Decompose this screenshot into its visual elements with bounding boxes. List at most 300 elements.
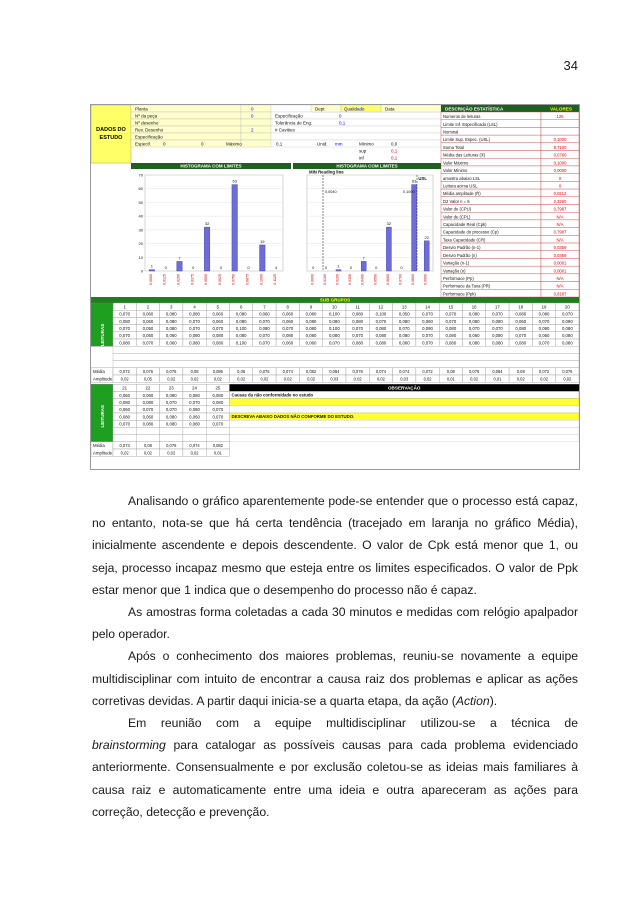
g1-value-3-9: 0,080 — [328, 333, 340, 339]
g1-value-2-2: 0,080 — [165, 326, 177, 331]
g1-value-4-10: 0,080 — [352, 340, 364, 346]
hist-bar-label-1-4: 7 — [362, 255, 365, 261]
g2-media-0: 0,074 — [119, 443, 130, 449]
g1-value-0-6: 0,060 — [259, 311, 270, 317]
stat-label-17: Desvio Padrão (n-1) — [443, 245, 481, 251]
g2-value-2-0: 0,050 — [119, 407, 131, 413]
g1-value-2-10: 0,070 — [352, 326, 364, 331]
stat-value-9: 0 — [558, 183, 562, 189]
g1-value-0-8: 0,080 — [305, 311, 317, 317]
page-number: 34 — [563, 58, 578, 73]
g1-colhead-5: 6 — [239, 304, 243, 310]
g1-value-4-13: 0,070 — [422, 340, 433, 346]
g1-value-0-0: 0,070 — [119, 311, 131, 317]
g1-value-0-2: 0,080 — [165, 311, 177, 317]
obs-row-2 — [230, 399, 580, 406]
hist-bar-label-0-3: 0 — [192, 265, 195, 270]
header-desvio: 0,1 — [276, 141, 283, 147]
g2-empty-7-2 — [160, 435, 183, 442]
g1-value-4-9: 0,070 — [328, 340, 340, 346]
g1-amp-5: 0,02 — [237, 376, 246, 382]
g1-amp-13: 0,02 — [423, 376, 432, 382]
hist-xtick-0-8: 0,1000 — [259, 274, 264, 285]
stat-value-4: 9,7100 — [553, 144, 567, 150]
g2-amp-1: 0,02 — [143, 450, 152, 456]
hist-ytick-0-50: 50 — [138, 199, 143, 205]
g1-colhead-2: 3 — [170, 304, 173, 310]
g1-value-1-15: 0,080 — [468, 318, 480, 324]
hist-xtick-0-6: 0,0750 — [231, 274, 236, 285]
g1-value-4-5: 0,100 — [235, 340, 247, 346]
hist-bar-label-1-0: 0 — [312, 265, 315, 270]
hist2-min-value: 0,0040 — [325, 190, 337, 194]
cavities-label: # Cavities — [275, 127, 295, 133]
g1-value-2-14: 0,080 — [445, 326, 457, 331]
tolerancia-label: Tolerância de Eng. — [275, 120, 313, 126]
hist-xtick-1-8: 0,0800 — [411, 274, 416, 285]
g1-value-1-1: 0,060 — [142, 318, 154, 324]
g2-value-2-1: 0,070 — [142, 407, 154, 413]
hist-xtick-1-7: 0,0700 — [398, 274, 403, 285]
header-right-3 — [271, 126, 441, 133]
g1-value-0-5: 0,080 — [235, 311, 247, 317]
g1-value-4-0: 0,080 — [119, 340, 131, 346]
hist-ytick-0-20: 20 — [138, 241, 143, 247]
hist-bar-label-0-5: 0 — [219, 265, 223, 270]
espec-label: Especificação — [275, 113, 303, 119]
g1-value-2-15: 0,070 — [468, 326, 480, 331]
g2-value-4-2: 0,080 — [165, 421, 177, 427]
stat-label-20: Variação (n) — [443, 268, 466, 274]
stat-label-4: Soma Total — [443, 144, 464, 150]
stat-label-14: Capacidade Real (Cpk) — [443, 222, 487, 228]
g1-value-1-11: 0,070 — [375, 318, 387, 324]
header-label-2: Nº desenho — [135, 120, 159, 126]
g1-colhead-19: 20 — [564, 304, 570, 310]
g1-colhead-8: 9 — [309, 304, 313, 310]
stat-value-12: 0,7987 — [553, 206, 567, 212]
hist-bar-label-1-8: 63 — [411, 178, 417, 184]
g1-media-1: 0,076 — [142, 369, 154, 375]
g2-value-2-4: 0,070 — [212, 407, 224, 413]
header-val-1 — [241, 112, 271, 119]
g2-media-2: 0,076 — [166, 443, 177, 449]
g1-amp-10: 0,02 — [353, 376, 362, 382]
obs-row-5 — [230, 420, 580, 427]
section-label-1: DADOS DO — [96, 127, 126, 133]
stat-value-10: 0,0212 — [553, 191, 567, 197]
g2-media-1: 0,08 — [143, 443, 152, 449]
g2-value-1-1: 0,080 — [142, 400, 154, 405]
hist-xtick-1-0: 0,0000 — [310, 274, 315, 285]
g2-value-1-3: 0,070 — [189, 400, 200, 405]
g1-amp-2: 0,02 — [167, 376, 176, 382]
hist-ytick-0-0: 0 — [140, 268, 143, 274]
g1-value-2-12: 0,070 — [398, 326, 410, 331]
g1-value-3-13: 0,070 — [422, 333, 433, 339]
g1-amp-19: 0,02 — [563, 376, 572, 382]
g1-colhead-18: 19 — [541, 304, 547, 310]
stat-value-5: 0,0760 — [553, 152, 567, 158]
g2-empty-6-0 — [113, 427, 136, 434]
g2-value-0-1: 0,060 — [142, 392, 154, 398]
g1-colhead-16: 17 — [495, 304, 500, 310]
g1-value-3-15: 0,060 — [468, 333, 480, 339]
hist-bar-1-4 — [361, 261, 366, 271]
g1-value-4-14: 0,080 — [445, 340, 457, 346]
leitura-label-2: LEITURAS — [100, 404, 105, 428]
g1-colhead-7: 8 — [286, 304, 289, 310]
header-label-4: Especificação — [135, 134, 163, 140]
paragraph-4-start: Em reunião com a equipe multidisciplinar utilizou-se a técnica de — [128, 716, 578, 731]
dados-estudo-cell — [91, 105, 131, 163]
obs-line-2: DESCREVA ABAIXO DADOS NÃO CONFORME DO ESTUDO. — [231, 414, 355, 420]
g1-value-4-8: 0,060 — [305, 340, 317, 346]
paragraph-3 — [92, 645, 578, 712]
hist-ytick-0-40: 40 — [138, 213, 143, 219]
g1-amp-4: 0,02 — [213, 376, 222, 382]
sup-label: sup — [359, 148, 367, 154]
g1-value-4-11: 0,080 — [375, 340, 387, 346]
hist-bar-0-6 — [232, 185, 238, 271]
g1-value-1-9: 0,080 — [328, 318, 340, 324]
values-title: VALORES — [550, 106, 572, 112]
g2-value-4-3: 0,080 — [189, 421, 200, 427]
g1-media-14: 0,08 — [446, 369, 455, 375]
g1-amplitude-label: Amplitude — [93, 376, 113, 382]
stat-label-22: Performace da Taxa (PR) — [443, 283, 491, 289]
paragraph-3-end: ). — [489, 693, 498, 708]
g1-value-1-10: 0,080 — [352, 318, 364, 324]
g1-media-18: 0,072 — [538, 369, 550, 375]
g1-value-3-6: 0,070 — [259, 333, 270, 339]
header-label-1: Nº da peça — [135, 113, 158, 119]
g1-value-2-11: 0,080 — [375, 326, 387, 331]
hist-ytick-0-60: 60 — [138, 186, 143, 192]
header-right-4 — [271, 133, 441, 140]
hist-xtick-0-2: 0,0250 — [176, 274, 181, 285]
minimo-label: Mínimo — [359, 141, 374, 147]
g1-value-3-4: 0,080 — [212, 333, 224, 339]
g1-amp-11: 0,02 — [376, 376, 385, 382]
g2-colhead-3: 24 — [192, 385, 197, 391]
g1-amp-6: 0,02 — [260, 376, 269, 382]
hist-xtick-1-5: 0,0500 — [373, 274, 378, 285]
tolerancia-value: 0,1 — [339, 120, 346, 126]
stat-label-9: Leitura acima USL — [443, 183, 478, 189]
g2-amplitude-label: Amplitude — [93, 450, 113, 456]
header-rev-value: 2 — [251, 127, 254, 133]
g1-value-2-19: 0,080 — [561, 326, 573, 331]
hist-xtick-0-4: 0,0500 — [204, 274, 209, 285]
qualidade-label: Qualidade — [344, 106, 365, 112]
g1-amp-15: 0,02 — [470, 376, 479, 382]
paragraph-4-italic: brainstorming — [92, 738, 166, 753]
g1-value-3-5: 0,080 — [235, 333, 247, 339]
stat-label-7: Valor Mínimo — [443, 168, 468, 174]
g2-amp-4: 0,01 — [213, 450, 222, 456]
g1-value-0-4: 0,060 — [212, 311, 224, 317]
stat-value-19: 0,0001 — [553, 260, 567, 266]
g1-value-1-12: 0,080 — [398, 318, 410, 324]
g1-value-1-3: 0,070 — [189, 318, 200, 324]
g1-value-2-0: 0,070 — [119, 326, 131, 331]
g1-value-4-17: 0,080 — [515, 340, 527, 346]
hist-bar-label-0-7: 0 — [247, 265, 250, 270]
g1-value-1-19: 0,090 — [561, 318, 573, 324]
g1-media-7: 0,074 — [282, 369, 293, 375]
g1-amp-18: 0,02 — [540, 376, 549, 382]
hist-bar-0-0 — [149, 270, 155, 271]
hist-xtick-0-7: 0,0875 — [245, 274, 250, 285]
hist-bar-label-0-6: 63 — [232, 178, 237, 184]
hist2-usl-value: 0,1000 — [403, 190, 415, 194]
stat-label-11: D2 Valor n = 5 — [443, 198, 470, 204]
g1-value-3-10: 0,070 — [352, 333, 364, 339]
g1-value-3-2: 0,060 — [165, 333, 177, 339]
header-label-5: Especif. — [135, 141, 152, 147]
inf-value: 0,1 — [391, 155, 398, 161]
g1-value-3-19: 0,080 — [561, 333, 573, 339]
hist-xtick-0-0: 0,0000 — [148, 274, 153, 285]
stat-label-10: Média amplitude (R̄) — [443, 191, 481, 197]
hist-bar-label-1-1: 0 — [324, 265, 328, 270]
g1-value-1-18: 0,070 — [538, 318, 550, 324]
g2-value-4-4: 0,070 — [212, 421, 224, 427]
stat-value-15: 0,7987 — [553, 229, 567, 235]
leitura-label-1: LEITURAS — [100, 323, 105, 347]
g1-amp-16: 0,01 — [493, 376, 502, 382]
g1-value-2-16: 0,070 — [492, 326, 503, 331]
g1-amp-14: 0,01 — [446, 376, 455, 382]
hist-bar-label-1-2: 1 — [337, 263, 340, 269]
stat-value-18: 0,0359 — [553, 252, 567, 258]
header-planta-value: 0 — [251, 106, 254, 112]
obs-row-6 — [230, 427, 580, 434]
header-esp-0: 0 — [163, 141, 166, 147]
g1-value-3-14: 0,080 — [445, 333, 457, 339]
stat-value-16: N/A — [556, 237, 564, 243]
spreadsheet-figure — [90, 104, 580, 470]
g1-value-2-18: 0,080 — [538, 326, 550, 331]
hist-bar-label-1-9: 22 — [424, 234, 429, 240]
stat-label-15: Capacidade do processo (Cp) — [443, 229, 499, 235]
stat-value-cell-2 — [541, 127, 579, 135]
g1-value-4-16: 0,080 — [492, 340, 503, 346]
g1-empty-row-2 — [113, 361, 579, 368]
stat-label-2: Nominal — [443, 129, 459, 135]
stat-value-3: 0,1000 — [553, 137, 567, 143]
stat-value-23: 0,8187 — [553, 291, 567, 297]
g1-media-11: 0,074 — [375, 369, 387, 375]
g2-value-0-3: 0,080 — [189, 392, 200, 398]
header-val-5 — [241, 140, 271, 147]
hist-xtick-0-9: 0,1125 — [273, 274, 278, 285]
g1-media-3: 0,08 — [190, 369, 199, 375]
g2-empty-6-1 — [136, 427, 159, 434]
dept-label: Dept — [315, 106, 325, 112]
g2-empty-6-4 — [206, 427, 229, 434]
g1-value-3-8: 0,080 — [305, 333, 317, 339]
g2-empty-7-4 — [206, 435, 229, 442]
g2-empty-7-3 — [183, 435, 206, 442]
g2-value-2-2: 0,070 — [165, 407, 177, 413]
header-val-3 — [241, 126, 271, 133]
stat-value-11: 2,3260 — [553, 198, 567, 204]
g1-value-0-7: 0,060 — [282, 311, 294, 317]
hist-bar-label-1-5: 0 — [375, 265, 378, 270]
hist-bar-label-0-9: 4 — [274, 265, 278, 270]
stat-value-22: N/A — [556, 283, 564, 289]
hist2-subtitle: MIN Reading line — [309, 169, 344, 175]
g2-value-1-4: 0,080 — [212, 400, 224, 405]
g1-media-15: 0,076 — [469, 369, 480, 375]
g1-media-6: 0,076 — [259, 369, 270, 375]
g1-colhead-0: 1 — [123, 304, 126, 310]
stat-value-20: 0,0001 — [553, 268, 567, 274]
g1-colhead-14: 15 — [448, 304, 454, 310]
stat-label-19: Variação (n-1) — [443, 260, 470, 266]
g1-value-0-13: 0,070 — [422, 311, 433, 317]
g1-colhead-1: 2 — [146, 304, 150, 310]
g1-colhead-4: 5 — [216, 304, 220, 310]
g1-value-2-4: 0,070 — [212, 326, 224, 331]
g1-value-1-0: 0,080 — [119, 318, 131, 324]
g1-value-3-16: 0,080 — [492, 333, 503, 339]
g2-value-4-1: 0,080 — [142, 421, 154, 427]
hist-xtick-1-4: 0,0400 — [360, 274, 365, 285]
spreadsheet-figure-svg — [91, 105, 579, 469]
g1-colhead-17: 18 — [518, 304, 524, 310]
header-esp-1: 0 — [201, 141, 204, 147]
stat-value-21: N/A — [556, 275, 564, 281]
header-val-2 — [241, 119, 271, 126]
header-val-4 — [241, 133, 271, 140]
mm-label: mm — [335, 141, 343, 147]
g2-value-1-2: 0,070 — [165, 400, 177, 405]
g1-value-0-16: 0,070 — [492, 311, 503, 317]
g1-value-0-11: 0,100 — [375, 311, 387, 317]
g1-value-0-1: 0,060 — [142, 311, 154, 317]
stat-value-6: 0,1000 — [553, 160, 567, 166]
stat-label-5: Média das Leituras (X̄) — [443, 152, 486, 158]
g1-amp-9: 0,03 — [330, 376, 339, 382]
g1-media-5: 0,08 — [237, 369, 246, 375]
g1-value-3-17: 0,070 — [515, 333, 527, 339]
g1-colhead-3: 4 — [193, 304, 196, 310]
hist-xtick-0-5: 0,0625 — [217, 274, 222, 285]
g1-value-3-0: 0,070 — [119, 333, 131, 339]
g1-value-2-5: 0,100 — [235, 326, 247, 331]
stat-label-18: Desvio Padrão (n) — [443, 252, 477, 258]
g1-value-4-19: 0,080 — [561, 340, 573, 346]
stat-value-13: N/A — [556, 214, 564, 220]
g1-amp-17: 0,02 — [516, 376, 525, 382]
g2-colhead-0: 21 — [122, 385, 128, 391]
g1-empty-row-0 — [113, 346, 579, 353]
g1-value-1-8: 0,080 — [305, 318, 317, 324]
g2-value-3-3: 0,060 — [189, 414, 200, 420]
g1-value-2-3: 0,070 — [189, 326, 200, 331]
g2-amp-3: 0,02 — [190, 450, 199, 456]
stat-label-16: Taxa Capacidade (CR) — [443, 237, 486, 243]
stat-label-13: Valor de (CPL) — [443, 214, 471, 220]
g2-empty-6-3 — [183, 427, 206, 434]
g1-value-0-15: 0,080 — [468, 311, 480, 317]
g2-media-3: 0,074 — [189, 443, 200, 449]
hist-bar-label-0-2: 7 — [178, 255, 181, 261]
stat-label-12: Valor de (CPU) — [443, 206, 472, 212]
g1-colhead-10: 11 — [355, 304, 360, 310]
g2-value-4-0: 0,070 — [119, 421, 131, 427]
hist-ytick-0-10: 10 — [138, 254, 143, 260]
g1-value-2-17: 0,080 — [515, 326, 527, 331]
hist-xtick-1-1: 0,0100 — [322, 274, 327, 285]
g2-amp-0: 0,02 — [120, 450, 129, 456]
g1-amp-1: 0,05 — [143, 376, 152, 382]
g1-media-12: 0,074 — [399, 369, 410, 375]
g1-value-0-18: 0,080 — [538, 311, 550, 317]
header-label-0: Planta — [135, 106, 148, 112]
g1-value-0-10: 0,080 — [352, 311, 364, 317]
paragraph-4-text: para catalogar as possíveis causas para cada problema evidenciado anteriormente. Consensualmente e por exclusão coletou-se as ideias mais familiares à causa raiz e automaticamente entre uma ideia e outra apareceram as ações para correção, detecção e prevenção. — [92, 738, 578, 819]
g1-value-1-14: 0,070 — [445, 318, 457, 324]
g1-colhead-15: 16 — [471, 304, 477, 310]
body-text — [92, 490, 578, 823]
g1-value-2-6: 0,080 — [259, 326, 270, 331]
g1-value-4-15: 0,080 — [468, 340, 480, 346]
g2-colhead-4: 25 — [215, 385, 221, 391]
stat-label-21: Performace (Pp) — [443, 275, 474, 281]
g1-media-4: 0,086 — [212, 369, 223, 375]
g1-colhead-9: 10 — [331, 304, 337, 310]
hist-bar-1-9 — [424, 241, 429, 271]
g2-empty-7-0 — [113, 435, 136, 442]
hist-title-1: HISTOGRAMA COM LIMITES — [336, 163, 398, 169]
stat-value-cell-1 — [541, 120, 579, 128]
hist-bar-label-0-4: 32 — [204, 221, 210, 227]
minimo-value: 0,0 — [391, 141, 398, 147]
g1-value-2-7: 0,070 — [282, 326, 294, 331]
stat-value-14: N/A — [556, 222, 564, 228]
g2-empty-7-1 — [136, 435, 159, 442]
g1-colhead-11: 12 — [378, 304, 384, 310]
g1-value-1-4: 0,060 — [212, 318, 224, 324]
header-npeca-value: 0 — [251, 113, 254, 119]
g1-value-3-1: 0,050 — [142, 333, 154, 339]
stat-value-8: 0 — [558, 175, 562, 181]
hist-bar-label-0-0: 1 — [150, 263, 154, 269]
g2-value-1-0: 0,080 — [119, 400, 131, 405]
g1-media-17: 0,08 — [516, 369, 525, 375]
g2-value-3-2: 0,080 — [165, 414, 177, 420]
stat-label-23: Performace (Ppk) — [443, 291, 476, 297]
hist-xtick-0-1: 0,0125 — [162, 274, 167, 285]
hist-bar-label-0-1: 0 — [164, 265, 167, 270]
maximo-value: 0,1 — [391, 148, 398, 154]
stats-title: DESCRIÇÃO ESTATÍSTICA — [445, 106, 504, 112]
hist-bar-label-0-8: 19 — [260, 238, 265, 244]
g1-value-2-1: 0,050 — [142, 326, 154, 331]
g1-media-0: 0,072 — [119, 369, 130, 375]
espec-value: 0 — [339, 113, 342, 119]
g2-value-3-1: 0,060 — [142, 414, 154, 420]
g2-empty-6-2 — [160, 427, 183, 434]
stat-label-1: Limite Inf. Especificado (LSL) — [443, 121, 498, 127]
g1-amp-7: 0,02 — [283, 376, 292, 382]
hist-xtick-1-3: 0,0300 — [348, 274, 353, 285]
g1-media-10: 0,078 — [352, 369, 363, 375]
